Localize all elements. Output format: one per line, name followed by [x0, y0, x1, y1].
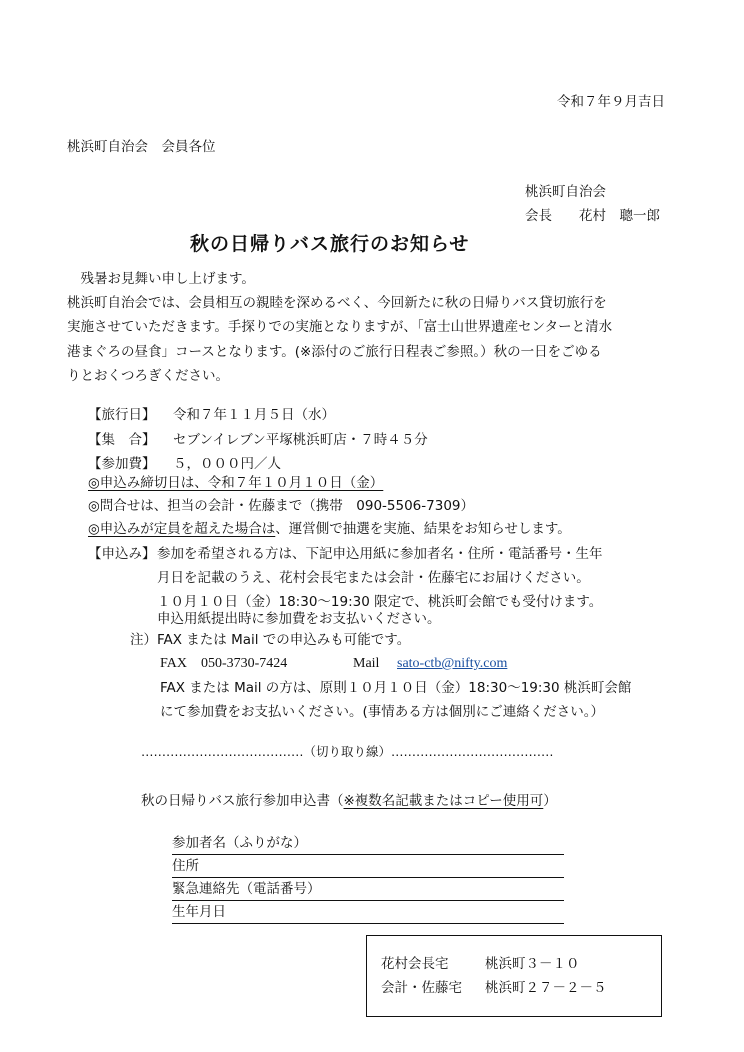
- document-title: 秋の日帰りバス旅行のお知らせ: [190, 233, 470, 255]
- mail-label: Mail: [353, 656, 380, 671]
- intro-line: 残暑お見舞い申し上げます。: [67, 271, 255, 287]
- capacity-note-rest: 、運営側で抽選を実施、結果をお知らせします。: [275, 521, 571, 537]
- birthdate-field[interactable]: [172, 903, 564, 924]
- field-label: 生年月日: [172, 904, 226, 920]
- intro-line: 港まぐろの昼食」コースとなります。(※添付のご旅行日程表ご参照。）秋の一日をごゆる: [67, 344, 602, 360]
- field-label: 住所: [172, 858, 199, 874]
- capacity-note: [88, 520, 571, 538]
- issue-date: 令和７年９月吉日: [557, 94, 665, 110]
- form-heading: [141, 792, 557, 810]
- intro-line: 実施させていただきます。手探りでの実施となりますが、「富士山世界遺産センターと清水: [67, 319, 613, 335]
- sender-name: 会長 花村 聰一郎: [525, 208, 660, 224]
- field-label: 緊急連絡先（電話番号）: [172, 881, 321, 897]
- meeting-label: 【集 合】: [88, 432, 156, 448]
- apply-line: 月日を記載のうえ、花村会長宅または会計・佐藤宅にお届けください。: [157, 570, 590, 586]
- note-line: 注）FAX または Mail での申込みも可能です。: [130, 632, 411, 648]
- apply-label: 【申込み】: [88, 546, 156, 562]
- field-label: 参加者名（ふりがな）: [172, 835, 307, 851]
- trip-date-value: 令和７年１１月５日（水）: [173, 407, 335, 423]
- contact-row: [381, 955, 580, 973]
- emergency-contact-field[interactable]: [172, 880, 564, 901]
- intro-line: りとおくつろぎください。: [67, 368, 229, 384]
- trip-date-label: 【旅行日】: [88, 407, 156, 423]
- contact-box: [366, 935, 662, 1017]
- intro-line: 桃浜町自治会では、会員相互の親睦を深めるべく、今回新たに秋の日帰りバス貸切旅行を: [67, 295, 607, 311]
- fee-label: 【参加費】: [88, 456, 156, 472]
- meeting-value: セブンイレブン平塚桃浜町店・７時４５分: [173, 432, 428, 448]
- capacity-note-emphasis: ◎申込みが定員を超えた場合は: [88, 521, 276, 537]
- note-line: FAX または Mail の方は、原則１０月１０日（金）18:30～19:30 桃浜町会館: [160, 680, 632, 696]
- contact-address: 桃浜町３－１０: [485, 956, 580, 972]
- apply-line: 申込用紙提出時に参加費をお支払いください。: [157, 611, 441, 627]
- mail-address-link[interactable]: sato-ctb@nifty.com: [397, 656, 508, 671]
- fee-value: ５，０００円／人: [173, 456, 281, 472]
- address-field[interactable]: [172, 857, 564, 878]
- deadline-note: ◎申込み締切日は、令和７年１０月１０日（金）: [88, 475, 384, 491]
- contact-address: 桃浜町２７－２－５: [485, 980, 607, 996]
- note-line: にて参加費をお支払いください。(事情ある方は個別にご連絡ください。）: [160, 704, 605, 720]
- contact-row: [381, 979, 607, 997]
- form-heading-text: 秋の日帰りバス旅行参加申込書（: [141, 793, 344, 809]
- recipient: 桃浜町自治会 会員各位: [67, 139, 216, 155]
- form-heading-close: ）: [543, 793, 557, 809]
- cut-line: …………………………………（切り取り線）…………………………………: [141, 744, 554, 759]
- form-heading-note: ※複数名記載またはコピー使用可: [343, 793, 544, 809]
- fax-number: FAX 050-3730-7424: [160, 656, 288, 671]
- contact-who: 花村会長宅: [381, 956, 449, 972]
- apply-line: １０月１０日（金）18:30～19:30 限定で、桃浜町会館でも受付けます。: [157, 594, 603, 610]
- inquiry-note: ◎問合せは、担当の会計・佐藤まで（携帯 090-5506-7309）: [88, 498, 475, 514]
- sender-organization: 桃浜町自治会: [525, 184, 606, 200]
- apply-line: 参加を希望される方は、下記申込用紙に参加者名・住所・電話番号・生年: [157, 546, 603, 562]
- participant-name-field[interactable]: [172, 834, 564, 855]
- contact-who: 会計・佐藤宅: [381, 980, 462, 996]
